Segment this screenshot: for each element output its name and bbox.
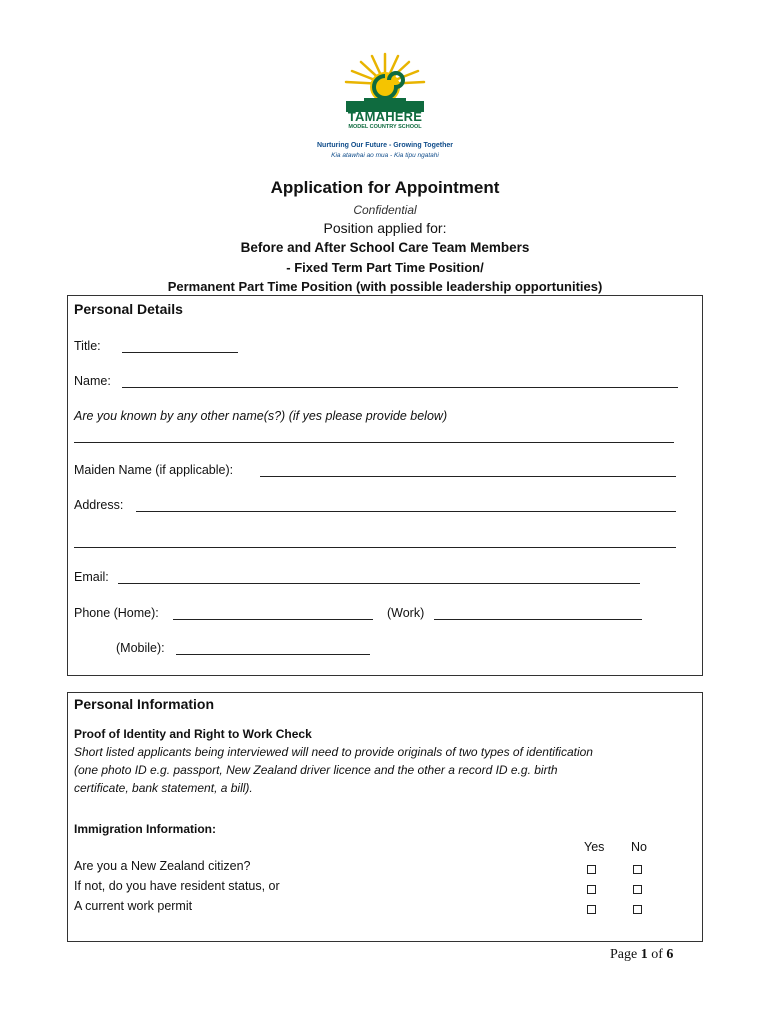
logo-motto-maori: Kia atawhai ao mua - Kia tipu ngatahi xyxy=(331,152,439,159)
phone-work-field[interactable] xyxy=(434,619,642,620)
page-number xyxy=(610,947,673,963)
resident-no-checkbox[interactable] xyxy=(633,885,642,894)
no-column-label: No xyxy=(631,840,647,854)
phone-home-label: Phone (Home): xyxy=(74,606,159,620)
maiden-name-field[interactable] xyxy=(260,476,676,477)
personal-details-title: Personal Details xyxy=(74,301,183,317)
title-field[interactable] xyxy=(122,352,238,353)
position-applied-label: Position applied for: xyxy=(323,220,447,236)
maiden-name-label: Maiden Name (if applicable): xyxy=(74,463,234,477)
confidential-label: Confidential xyxy=(353,203,417,217)
immigration-heading: Immigration Information: xyxy=(74,822,216,836)
other-names-question: Are you known by any other name(s?) (if yes please provide below) xyxy=(74,409,448,423)
permanent-label: Permanent Part Time Position (with possible leadership opportunities) xyxy=(167,279,603,294)
question-work-permit: A current work permit xyxy=(74,899,193,913)
work-permit-no-checkbox[interactable] xyxy=(633,905,642,914)
personal-information-section xyxy=(67,692,703,942)
personal-information-title: Personal Information xyxy=(74,696,215,712)
sun-koru-icon xyxy=(338,52,432,112)
logo-name: TAMAHERE xyxy=(347,109,423,124)
work-permit-yes-checkbox[interactable] xyxy=(587,905,596,914)
proof-text-line-1: Short listed applicants being interviewed will need to provide originals of two types of identification xyxy=(74,745,593,759)
question-resident: If not, do you have resident status, or xyxy=(74,879,280,893)
role-title: Before and After School Care Team Members xyxy=(240,240,530,255)
phone-mobile-label: (Mobile): xyxy=(116,641,165,655)
page-title: Application for Appointment xyxy=(270,178,500,197)
logo-motto: Nurturing Our Future - Growing Together xyxy=(317,142,453,149)
title-label: Title: xyxy=(74,339,101,353)
page-total: 6 xyxy=(666,947,674,962)
proof-text-line-2: (one photo ID e.g. passport, New Zealand driver licence and the other a record ID e.g. birth xyxy=(74,763,558,777)
name-field[interactable] xyxy=(122,387,678,388)
page-word: Page xyxy=(610,947,638,962)
logo-subtitle: MODEL COUNTRY SCHOOL xyxy=(348,124,422,130)
address-field-1[interactable] xyxy=(136,511,676,512)
citizen-yes-checkbox[interactable] xyxy=(587,865,596,874)
email-field[interactable] xyxy=(118,583,640,584)
email-label: Email: xyxy=(74,570,109,584)
other-names-field[interactable] xyxy=(74,442,674,443)
address-label: Address: xyxy=(74,498,124,512)
phone-work-label: (Work) xyxy=(387,606,425,620)
address-field-2[interactable] xyxy=(74,547,676,548)
school-logo xyxy=(300,52,470,167)
citizen-no-checkbox[interactable] xyxy=(633,865,642,874)
page-current: 1 xyxy=(640,947,648,962)
personal-details-section xyxy=(67,295,703,676)
proof-text-line-3: certificate, bank statement, a bill). xyxy=(74,781,253,795)
question-citizen: Are you a New Zealand citizen? xyxy=(74,859,251,873)
proof-heading: Proof of Identity and Right to Work Check xyxy=(74,727,312,741)
resident-yes-checkbox[interactable] xyxy=(587,885,596,894)
of-word: of xyxy=(651,947,663,962)
fixed-term-label: - Fixed Term Part Time Position/ xyxy=(286,260,484,275)
name-label: Name: xyxy=(74,374,111,388)
yes-column-label: Yes xyxy=(584,840,605,854)
phone-mobile-field[interactable] xyxy=(176,654,370,655)
phone-home-field[interactable] xyxy=(173,619,373,620)
